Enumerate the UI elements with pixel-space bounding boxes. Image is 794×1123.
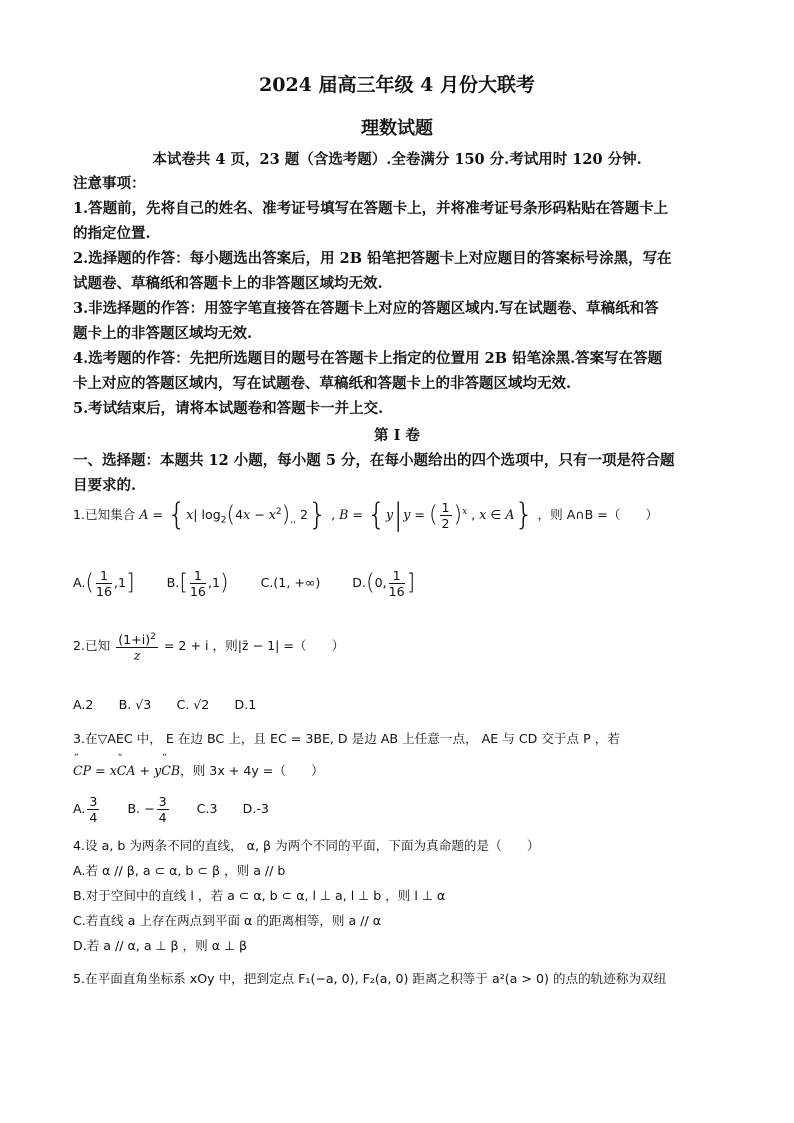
volume-label: 第 I 卷 [374,427,420,444]
part1-heading-a: 一、选择题：本题共 12 小题，每小题 5 分，在每小题给出的四个选项中，只有一项是符合题 [73,452,675,469]
q3-vector-eq: ‘‘ CP = x‘‘ CA + y‘‘ CB [73,763,180,778]
q3-tail: ，则 3x + 4y =（ ） [180,763,324,778]
note-1a: 1.答题前，先将自己的姓名、准考证号填写在答题卡上，并将准考证号条形码粘贴在答题卡上 [73,200,669,217]
q1-option-a: A.( $\frac{1}{16}$ ,1] [73,568,135,599]
q1-option-c: C.(1, +∞) [260,575,321,590]
q1-set-b: , B = {y|y = ( $\frac{1}{2}$ )$^x$ , x ∈ A} [331,497,534,533]
note-4b: 卡上对应的答题区域内，写在试题卷、草稿纸和答题卡上的非答题区域均无效. [73,375,572,392]
note-3a: 3.非选择题的作答：用签字笔直接答在答题卡上对应的答题区域内.写在试题卷、草稿纸和答 [73,300,659,317]
q2-lead: 2.已知 [73,638,111,654]
question-3-line1: 3.在▽AEC 中， E 在边 BC 上，且 EC = 3BE, D 是边 AB 上任意一点， AE 与 CD 交于点 P ，若 [73,731,620,746]
q1-option-d: D.(0, $\frac{1}{16}$ ] [352,568,416,599]
note-1b: 的指定位置. [73,225,151,242]
q4-option-d: D.若 a // α, a ⊥ β ，则 α ⊥ β [73,938,248,953]
q4-option-b: B.对于空间中的直线 l ，若 a ⊂ α, b ⊂ α, l ⊥ a, l ⊥ b ，则 l ⊥ α [73,888,446,903]
question-3-options [73,794,723,825]
q4-option-c: C.若直线 a 上存在两点到平面 α 的距离相等，则 a // α [73,913,382,928]
note-2b: 试题卷、草稿纸和答题卡上的非答题区域均无效. [73,275,383,292]
exam-subtitle: 理数试题 [361,118,433,139]
exam-info: 本试卷共 4 页，23 题（含选考题）.全卷满分 150 分.考试用时 120 分钟. [152,151,642,168]
q4-option-a: A.若 α // β, a ⊂ α, b ⊂ β ，则 a // b [73,863,286,878]
part1-heading-b: 目要求的. [73,477,137,494]
q2-tail: = 2 + i ，则|z̄ − 1| =（ ） [163,638,345,654]
question-4-stem: 4.设 a, b 为两条不同的直线， α, β 为两个不同的平面，下面为真命题的是（ ） [73,838,540,853]
q3-option-b: B. − $\frac{3}{4}$ [127,794,167,825]
question-1-options [73,568,723,599]
q1-option-b: B.[ $\frac{1}{16}$ ,1) [166,568,229,599]
question-3-line2 [73,760,723,779]
q2-fraction: $\frac{(1+i)^2}{z}$ [118,632,156,664]
question-2-stem [73,630,723,663]
q3-option-a: A. $\frac{3}{4}$ [73,794,98,825]
q3-options-cd: C.3 D.-3 [196,801,269,816]
question-2-options: A.2 B. √3 C. √2 D.1 [73,697,257,712]
exam-title: 2024 届高三年级 4 月份大联考 [259,74,535,96]
question-5-stem: 5.在平面直角坐标系 xOy 中，把到定点 F₁(−a, 0), F₂(a, 0) 距离之积等于 a²(a > 0) 的点的轨迹称为双纽 [73,971,667,986]
question-1-stem [73,497,723,533]
note-2a: 2.选择题的作答：每小题选出答案后，用 2B 铅笔把答题卡上对应题目的答案标号涂黑，写在 [73,250,672,267]
q1-tail: ，则 A∩B =（ ） [537,507,659,522]
note-5: 5.考试结束后，请将本试题卷和答题卡一并上交. [73,400,384,417]
q1-set-a: A = {x| $\log_2(4x - x^2)_{,,}$ 2} [139,497,328,533]
note-3b: 题卡上的非答题区域均无效. [73,325,253,342]
note-4a: 4.选考题的作答：先把所选题目的题号在答题卡上指定的位置用 2B 铅笔涂黑.答案写在答题 [73,350,663,367]
q1-lead: 1.已知集合 [73,507,136,522]
notes-heading: 注意事项： [73,175,146,192]
